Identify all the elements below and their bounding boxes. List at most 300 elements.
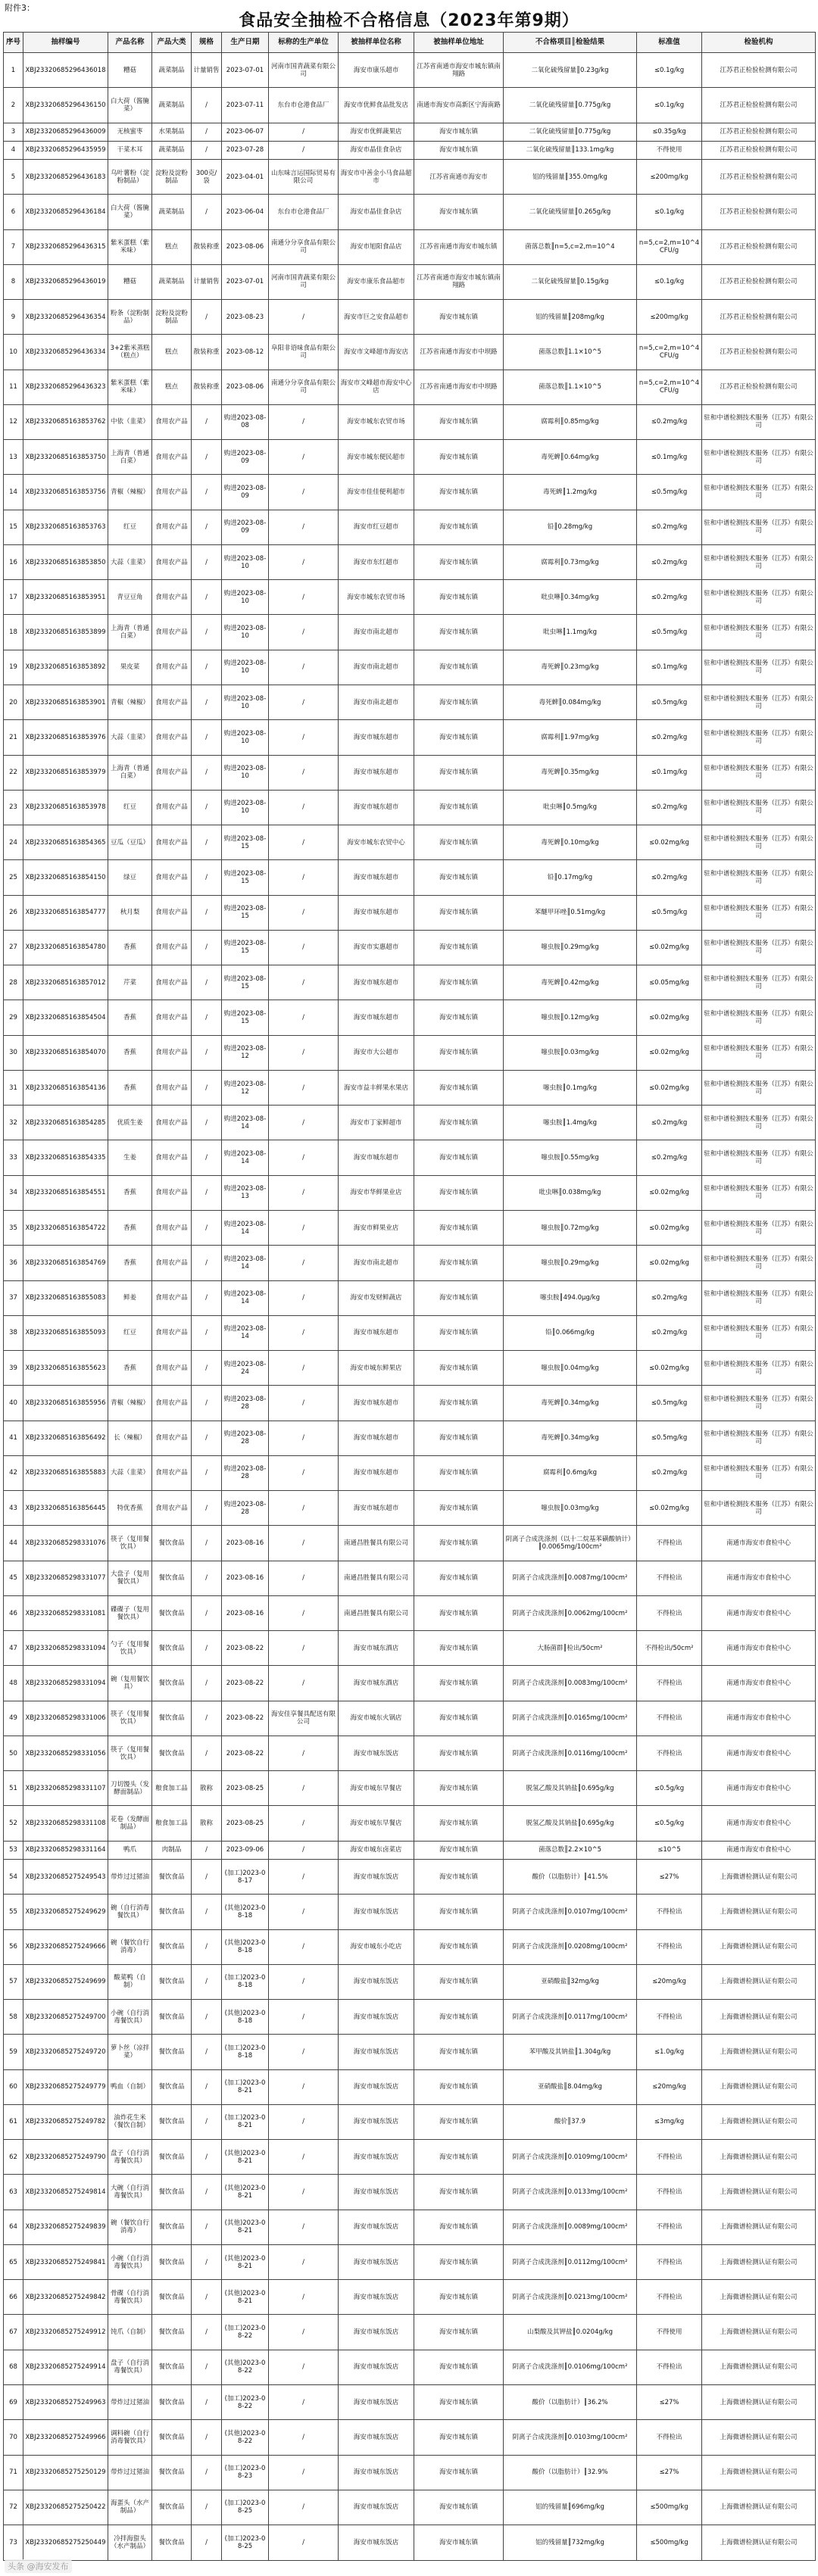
table-row <box>4 300 816 335</box>
table-cell: XBJ23320685163854285 <box>23 1106 108 1140</box>
table-cell: 海安市中善金小马食品超市 <box>339 160 414 195</box>
table-cell: 南通市海安市食检中心 <box>702 1526 816 1561</box>
table-cell: 阴离子合成洗涤剂║0.0087mg/100cm² <box>504 1561 637 1595</box>
table-cell: XBJ23320685163856492 <box>23 1421 108 1455</box>
table-cell: 2 <box>4 88 23 123</box>
table-cell: 不得检出 <box>637 2140 702 2175</box>
table-cell: ≤0.1g/kg <box>637 195 702 229</box>
table-cell: ≤0.5mg/kg <box>637 615 702 650</box>
table-cell: / <box>192 1210 222 1245</box>
table-cell: 驻和中谱检测技术服务（江苏）有限公司 <box>702 1140 816 1175</box>
table-row <box>4 264 816 299</box>
table-row <box>4 53 816 88</box>
table-cell: 海安市康乐超市 <box>339 53 414 88</box>
table-cell: 阜阳非语味食品有限公司 <box>269 335 339 370</box>
table-cell: 38 <box>4 1315 23 1350</box>
table-cell: 不得检出 <box>637 1561 702 1595</box>
table-cell: 购进2023-08-10 <box>222 790 269 825</box>
table-cell: 海安市城东镇 <box>414 1771 504 1806</box>
table-row <box>4 755 816 790</box>
table-cell: 2023-08-16 <box>222 1595 269 1630</box>
table-cell: XBJ23320685298331056 <box>23 1736 108 1770</box>
table-row <box>4 1246 816 1280</box>
table-cell: 驻和中谱检测技术服务（江苏）有限公司 <box>702 615 816 650</box>
table-cell: ≤0.2mg/kg <box>637 720 702 755</box>
table-cell: 不得检出/50cm² <box>637 1631 702 1666</box>
table-cell: 驻和中谱检测技术服务（江苏）有限公司 <box>702 1175 816 1210</box>
table-cell: XBJ23320685296436150 <box>23 88 108 123</box>
table-cell: 无核蜜枣 <box>108 123 152 141</box>
table-cell: 海安市城东超市 <box>339 1140 414 1175</box>
table-header-row <box>4 33 816 53</box>
table-cell: XBJ23320685275249699 <box>23 1964 108 1999</box>
table-cell: 脱氢乙酸及其钠盐║0.695g/kg <box>504 1771 637 1806</box>
table-row <box>4 1421 816 1455</box>
table-cell: 糕点 <box>152 370 192 404</box>
table-cell: / <box>192 1841 222 1859</box>
column-header: 检验机构 <box>702 33 816 53</box>
table-row <box>4 1280 816 1315</box>
table-cell: 糕点 <box>152 335 192 370</box>
table-cell: 食用农产品 <box>152 1280 192 1315</box>
table-cell: 菌落总数║1.1×10^5 <box>504 370 637 404</box>
table-cell: 70 <box>4 2420 23 2455</box>
table-cell: / <box>192 1895 222 1929</box>
table-cell: 不得检出 <box>637 2175 702 2210</box>
table-cell: / <box>269 1736 339 1770</box>
table-cell: 18 <box>4 615 23 650</box>
table-cell: / <box>192 1964 222 1999</box>
table-cell: 食用农产品 <box>152 1000 192 1035</box>
table-cell: 毒死蜱║0.10mg/kg <box>504 825 637 860</box>
table-cell: 菌落总数║2.2×10^5 <box>504 1841 637 1859</box>
table-cell: (加工)2023-08-22 <box>222 2315 269 2350</box>
table-cell: 餐饮食品 <box>152 1526 192 1561</box>
table-cell: 餐饮食品 <box>152 2035 192 2069</box>
table-cell: (加工)2023-08-18 <box>222 2035 269 2069</box>
table-cell: 20 <box>4 685 23 719</box>
table-cell: / <box>192 860 222 895</box>
table-cell: 阴离子合成洗涤剂║0.0117mg/100cm² <box>504 2000 637 2035</box>
table-cell: 勺子（复用餐饮具） <box>108 1631 152 1666</box>
table-cell: 海安市城东饭店 <box>339 2000 414 2035</box>
table-cell: 食用农产品 <box>152 580 192 615</box>
table-cell: 江苏省南通市海安市城东镇南翔路 <box>414 53 504 88</box>
table-cell: XBJ23320685275249841 <box>23 2244 108 2279</box>
table-cell: / <box>192 1351 222 1386</box>
column-header: 规格 <box>192 33 222 53</box>
table-cell: 海安市城东镇 <box>414 1859 504 1894</box>
table-cell: 16 <box>4 544 23 579</box>
table-cell: n=5,c=2,m=10^4 CFU/g <box>637 370 702 404</box>
table-cell: 驻和中谱检测技术服务（江苏）有限公司 <box>702 965 816 1000</box>
table-row <box>4 685 816 719</box>
table-cell: 香蕉 <box>108 1351 152 1386</box>
table-cell: 食用农产品 <box>152 1351 192 1386</box>
table-row <box>4 1859 816 1894</box>
table-cell: 大碗（自行消毒餐饮具） <box>108 2175 152 2210</box>
table-cell: 购进2023-08-09 <box>222 475 269 510</box>
table-cell: XBJ23320685298331164 <box>23 1841 108 1859</box>
table-cell: 餐饮食品 <box>152 1595 192 1630</box>
table-cell: 阴离子合成洗涤剂║0.0062mg/100cm² <box>504 1595 637 1630</box>
table-cell: / <box>269 860 339 895</box>
table-cell: 购进2023-08-15 <box>222 930 269 965</box>
column-header: 标准值 <box>637 33 702 53</box>
table-cell: / <box>269 1666 339 1701</box>
table-cell: XBJ23320685296436354 <box>23 300 108 335</box>
table-cell: (其他)2023-08-18 <box>222 1929 269 1964</box>
table-cell: 购进2023-08-14 <box>222 1280 269 1315</box>
table-cell: 苯醚甲环唑║0.51mg/kg <box>504 895 637 930</box>
column-header: 标称的生产单位 <box>269 33 339 53</box>
table-row <box>4 1701 816 1736</box>
table-cell: 10 <box>4 335 23 370</box>
table-cell: 餐饮食品 <box>152 2175 192 2210</box>
table-cell: 果皮菜 <box>108 650 152 685</box>
table-cell: / <box>192 2280 222 2315</box>
table-cell: ≤20mg/kg <box>637 2069 702 2104</box>
table-cell: 海安市城东饭店 <box>339 1859 414 1894</box>
table-cell: 海安市城东镇 <box>414 1140 504 1175</box>
table-cell: 25 <box>4 860 23 895</box>
table-cell: 餐饮食品 <box>152 2350 192 2384</box>
table-cell: / <box>192 930 222 965</box>
table-cell: 腐霉利║0.85mg/kg <box>504 404 637 439</box>
table-cell: 江苏省南通市海安市 <box>414 160 504 195</box>
table-cell: (加工)2023-08-21 <box>222 2069 269 2104</box>
table-cell: 餐饮食品 <box>152 2315 192 2350</box>
table-cell: XBJ23320685163854769 <box>23 1246 108 1280</box>
table-cell: / <box>269 1246 339 1280</box>
table-cell: 海安市东红超市 <box>339 544 414 579</box>
table-cell: 2023-07-01 <box>222 264 269 299</box>
table-cell: ≤0.5mg/kg <box>637 895 702 930</box>
table-cell: 不得检出 <box>637 1595 702 1630</box>
table-cell: 海安市益丰鲜果水果店 <box>339 1070 414 1105</box>
table-cell: 水果制品 <box>152 123 192 141</box>
table-cell: 海安市优鲜蔬果店 <box>339 123 414 141</box>
table-cell: / <box>192 1595 222 1630</box>
table-cell: 海安市城东火锅店 <box>339 1701 414 1736</box>
table-cell: 海安市城东镇 <box>414 1631 504 1666</box>
table-cell: 青椒（辣椒） <box>108 1386 152 1421</box>
table-cell: 上海微谱检测认证有限公司 <box>702 2315 816 2350</box>
table-cell: (其他)2023-08-21 <box>222 2280 269 2315</box>
table-cell: 21 <box>4 720 23 755</box>
table-cell: 蔬菜制品 <box>152 264 192 299</box>
table-cell: 东台市仓港食品厂 <box>269 195 339 229</box>
table-cell: n=5,c=2,m=10^4 CFU/g <box>637 335 702 370</box>
table-cell: 散装称重 <box>192 229 222 264</box>
table-cell: 2023-08-06 <box>222 229 269 264</box>
table-cell: 食用农产品 <box>152 475 192 510</box>
table-cell: 5 <box>4 160 23 195</box>
table-cell: 餐饮食品 <box>152 1561 192 1595</box>
table-cell: 海安市城东镇 <box>414 1806 504 1841</box>
table-cell: 海安市巨之安食品超市 <box>339 300 414 335</box>
table-cell: 食用农产品 <box>152 685 192 719</box>
table-cell: ≤0.2mg/kg <box>637 1455 702 1490</box>
table-cell: XBJ23320685275249666 <box>23 1929 108 1964</box>
table-cell: 海安市城东农贸中心 <box>339 825 414 860</box>
table-cell: / <box>192 2000 222 2035</box>
table-cell: / <box>192 965 222 1000</box>
table-cell: XBJ23320685298331108 <box>23 1806 108 1841</box>
table-cell: / <box>192 1035 222 1070</box>
table-cell: / <box>192 1526 222 1561</box>
table-cell: 不得检出 <box>637 1929 702 1964</box>
table-cell: XBJ23320685296436315 <box>23 229 108 264</box>
table-cell: / <box>269 1386 339 1421</box>
table-cell: 香蕉 <box>108 1000 152 1035</box>
table-cell: 海安市城东饭店 <box>339 2384 414 2419</box>
table-cell: 海安市大公超市 <box>339 1035 414 1070</box>
table-cell: 香蕉 <box>108 1070 152 1105</box>
table-row <box>4 141 816 159</box>
table-cell: 27 <box>4 930 23 965</box>
table-cell: 2023-08-22 <box>222 1701 269 1736</box>
table-cell: 海安市城东饭店 <box>339 2280 414 2315</box>
table-cell: 不得检出 <box>637 2280 702 2315</box>
table-cell: 餐饮食品 <box>152 2420 192 2455</box>
table-row <box>4 1315 816 1350</box>
table-cell: / <box>192 1280 222 1315</box>
table-cell: 青椒（辣椒） <box>108 475 152 510</box>
table-cell: 海安市城东镇 <box>414 440 504 475</box>
table-row <box>4 2175 816 2210</box>
table-cell: 阴离子合成洗涤剂║0.0133mg/100cm² <box>504 2175 637 2210</box>
table-cell: 江苏君正检验检测有限公司 <box>702 370 816 404</box>
table-cell: / <box>192 1561 222 1595</box>
table-row <box>4 335 816 370</box>
table-cell: ≤0.02mg/kg <box>637 1035 702 1070</box>
table-cell: XBJ23320685163857012 <box>23 965 108 1000</box>
table-cell: 阴离子合成洗涤剂║0.0089mg/100cm² <box>504 2210 637 2244</box>
table-cell: 餐饮食品 <box>152 1859 192 1894</box>
table-cell: 67 <box>4 2315 23 2350</box>
table-cell: 江苏君正检验检测有限公司 <box>702 264 816 299</box>
table-cell: 52 <box>4 1806 23 1841</box>
table-cell: 海安市城东超市 <box>339 1455 414 1490</box>
table-cell: (其他)2023-08-21 <box>222 2244 269 2279</box>
table-cell: 海安市旭阳食品店 <box>339 229 414 264</box>
table-cell: / <box>192 2315 222 2350</box>
table-cell: 油炸花生米（餐饮自制） <box>108 2104 152 2139</box>
table-cell: 2023-08-25 <box>222 1806 269 1841</box>
table-cell: 江苏省南通市海安市城东镇南翔路 <box>414 264 504 299</box>
table-cell: 海安市城东超市 <box>339 965 414 1000</box>
table-cell: / <box>269 1351 339 1386</box>
table-cell: ≤3mg/kg <box>637 2104 702 2139</box>
table-cell: (其他)2023-08-22 <box>222 2350 269 2384</box>
table-cell: 海安市城东镇 <box>414 2000 504 2035</box>
table-cell: 海安市丁家鲜超市 <box>339 1106 414 1140</box>
table-cell: 上海微谱检测认证有限公司 <box>702 1859 816 1894</box>
table-cell: XBJ23320685163853901 <box>23 685 108 719</box>
table-cell: 毒死蜱║0.34mg/kg <box>504 1421 637 1455</box>
table-cell: / <box>192 615 222 650</box>
table-cell: ≤0.2mg/kg <box>637 1140 702 1175</box>
table-cell: / <box>192 1491 222 1526</box>
table-cell: 筷子（复用餐饮具） <box>108 1526 152 1561</box>
table-cell: / <box>192 2104 222 2139</box>
table-cell: 东台市仓港食品厂 <box>269 88 339 123</box>
table-cell: XBJ23320685296436009 <box>23 123 108 141</box>
table-cell: ≤0.02mg/kg <box>637 1000 702 1035</box>
table-cell: 粮食加工品 <box>152 1806 192 1841</box>
table-cell: / <box>192 825 222 860</box>
table-cell: 13 <box>4 440 23 475</box>
table-cell: 海安市城东镇 <box>414 1526 504 1561</box>
table-cell: 不得检出 <box>637 2000 702 2035</box>
table-cell: 餐饮食品 <box>152 1666 192 1701</box>
table-cell: 驻和中谱检测技术服务（江苏）有限公司 <box>702 650 816 685</box>
table-row <box>4 650 816 685</box>
table-cell: XBJ23320685163854365 <box>23 825 108 860</box>
table-cell: 购进2023-08-10 <box>222 615 269 650</box>
table-cell: 购进2023-08-09 <box>222 510 269 544</box>
table-cell: 海安市城东镇 <box>414 790 504 825</box>
table-cell: ≤0.1g/kg <box>637 264 702 299</box>
table-cell: / <box>269 2525 339 2561</box>
table-cell: 海安市城东镇 <box>414 2035 504 2069</box>
table-cell: ≤0.02mg/kg <box>637 1351 702 1386</box>
table-cell: 不得检出 <box>637 2244 702 2279</box>
table-cell: 驻和中谱检测技术服务（江苏）有限公司 <box>702 860 816 895</box>
table-cell: 刀切馒头（发酵面制品） <box>108 1771 152 1806</box>
table-cell: 海安市城东饭店 <box>339 2175 414 2210</box>
table-cell: XBJ23320685275249912 <box>23 2315 108 2350</box>
table-cell: 海安市城东镇 <box>414 615 504 650</box>
table-cell: 驻和中谱检测技术服务（江苏）有限公司 <box>702 685 816 719</box>
table-cell: 餐饮食品 <box>152 2525 192 2561</box>
table-cell: / <box>269 2350 339 2384</box>
table-cell: ≤0.2mg/kg <box>637 1280 702 1315</box>
table-cell: 48 <box>4 1666 23 1701</box>
table-cell: / <box>269 2315 339 2350</box>
table-row <box>4 2525 816 2561</box>
table-cell: 海安市城东镇 <box>414 1561 504 1595</box>
table-cell: 24 <box>4 825 23 860</box>
table-cell: 6 <box>4 195 23 229</box>
table-cell: 上海微谱检测认证有限公司 <box>702 2350 816 2384</box>
table-row <box>4 1106 816 1140</box>
table-cell: 海安市华鲜果业店 <box>339 1175 414 1210</box>
table-cell: 食用农产品 <box>152 1210 192 1245</box>
table-cell: 吡虫啉║0.038mg/kg <box>504 1175 637 1210</box>
table-cell: / <box>192 1455 222 1490</box>
table-cell: XBJ23320685275250422 <box>23 2490 108 2525</box>
table-row <box>4 229 816 264</box>
table-cell: 17 <box>4 580 23 615</box>
table-cell: 4 <box>4 141 23 159</box>
table-cell: 62 <box>4 2140 23 2175</box>
table-cell: 餐饮食品 <box>152 2384 192 2419</box>
table-cell: ≤0.1mg/kg <box>637 650 702 685</box>
table-row <box>4 1000 816 1035</box>
table-cell: 46 <box>4 1595 23 1630</box>
table-cell: 毒死蜱║0.23mg/kg <box>504 650 637 685</box>
table-cell: 香蕉 <box>108 1175 152 1210</box>
table-cell: 海安市康乐食品超市 <box>339 264 414 299</box>
table-cell: 南通市海安市食检中心 <box>702 1666 816 1701</box>
table-cell: 购进2023-08-15 <box>222 860 269 895</box>
table-row <box>4 2384 816 2419</box>
table-cell: 上海微谱检测认证有限公司 <box>702 2244 816 2279</box>
table-cell: 江苏省南通市海安市中坝路 <box>414 335 504 370</box>
table-row <box>4 720 816 755</box>
table-cell: 餐饮食品 <box>152 2069 192 2104</box>
table-cell: ≤0.02mg/kg <box>637 1175 702 1210</box>
table-cell: 2023-07-01 <box>222 53 269 88</box>
table-cell: 8 <box>4 264 23 299</box>
table-cell: / <box>269 475 339 510</box>
table-cell: 购进2023-08-10 <box>222 685 269 719</box>
table-cell: XBJ23320685296436019 <box>23 264 108 299</box>
table-cell: 海安市晶佳食杂店 <box>339 141 414 159</box>
table-cell: XBJ23320685275249839 <box>23 2210 108 2244</box>
table-cell: XBJ23320685163855083 <box>23 1280 108 1315</box>
table-cell: / <box>269 650 339 685</box>
table-cell: 餐饮食品 <box>152 2244 192 2279</box>
table-cell: 海安市晶佳食杂店 <box>339 195 414 229</box>
table-cell: / <box>269 440 339 475</box>
table-cell: XBJ23320685163855623 <box>23 1351 108 1386</box>
table-cell: 食用农产品 <box>152 1421 192 1455</box>
table-cell: 海安市城东镇 <box>414 404 504 439</box>
table-cell: 南通市海安市食检中心 <box>702 1806 816 1841</box>
table-cell: 海安市城东镇 <box>414 2384 504 2419</box>
table-cell: 购进2023-08-15 <box>222 1000 269 1035</box>
table-cell: 驻和中谱检测技术服务（江苏）有限公司 <box>702 1035 816 1070</box>
table-cell: ≤0.05mg/kg <box>637 965 702 1000</box>
table-cell: 购进2023-08-24 <box>222 1351 269 1386</box>
table-row <box>4 580 816 615</box>
table-cell: 乌叶薯粉（淀粉制品） <box>108 160 152 195</box>
table-cell: 苯甲酸及其钠盐║1.304g/kg <box>504 2035 637 2069</box>
table-cell: 39 <box>4 1351 23 1386</box>
table-cell: 海安市城东超市 <box>339 755 414 790</box>
table-cell: ≤0.02mg/kg <box>637 1246 702 1280</box>
table-cell: ≤200mg/kg <box>637 160 702 195</box>
table-cell: 购进2023-08-09 <box>222 440 269 475</box>
table-cell: 海安市城东镇 <box>414 1351 504 1386</box>
table-cell: 蔬菜制品 <box>152 195 192 229</box>
table-cell: 铝的残留量║732mg/kg <box>504 2525 637 2561</box>
table-cell: 食用农产品 <box>152 1106 192 1140</box>
table-cell: XBJ23320685163853762 <box>23 404 108 439</box>
table-cell: XBJ23320685275249629 <box>23 1895 108 1929</box>
table-cell: 海安市城东饭店 <box>339 2420 414 2455</box>
table-row <box>4 2490 816 2525</box>
table-row <box>4 2140 816 2175</box>
table-cell: / <box>192 1140 222 1175</box>
table-cell: / <box>269 2455 339 2490</box>
table-cell: XBJ23320685163853899 <box>23 615 108 650</box>
table-cell: / <box>192 510 222 544</box>
table-cell: 海安市城东鲜果店 <box>339 1351 414 1386</box>
table-cell: 7 <box>4 229 23 264</box>
table-cell: 江苏君正检验检测有限公司 <box>702 53 816 88</box>
table-cell: / <box>269 2490 339 2525</box>
table-cell: 江苏君正检验检测有限公司 <box>702 300 816 335</box>
table-cell: 江苏君正检验检测有限公司 <box>702 160 816 195</box>
table-cell: 300克/袋 <box>192 160 222 195</box>
table-cell: 江苏君正检验检测有限公司 <box>702 335 816 370</box>
table-cell: 南通分分享食品有限公司 <box>269 229 339 264</box>
table-cell: 上海微谱检测认证有限公司 <box>702 2420 816 2455</box>
